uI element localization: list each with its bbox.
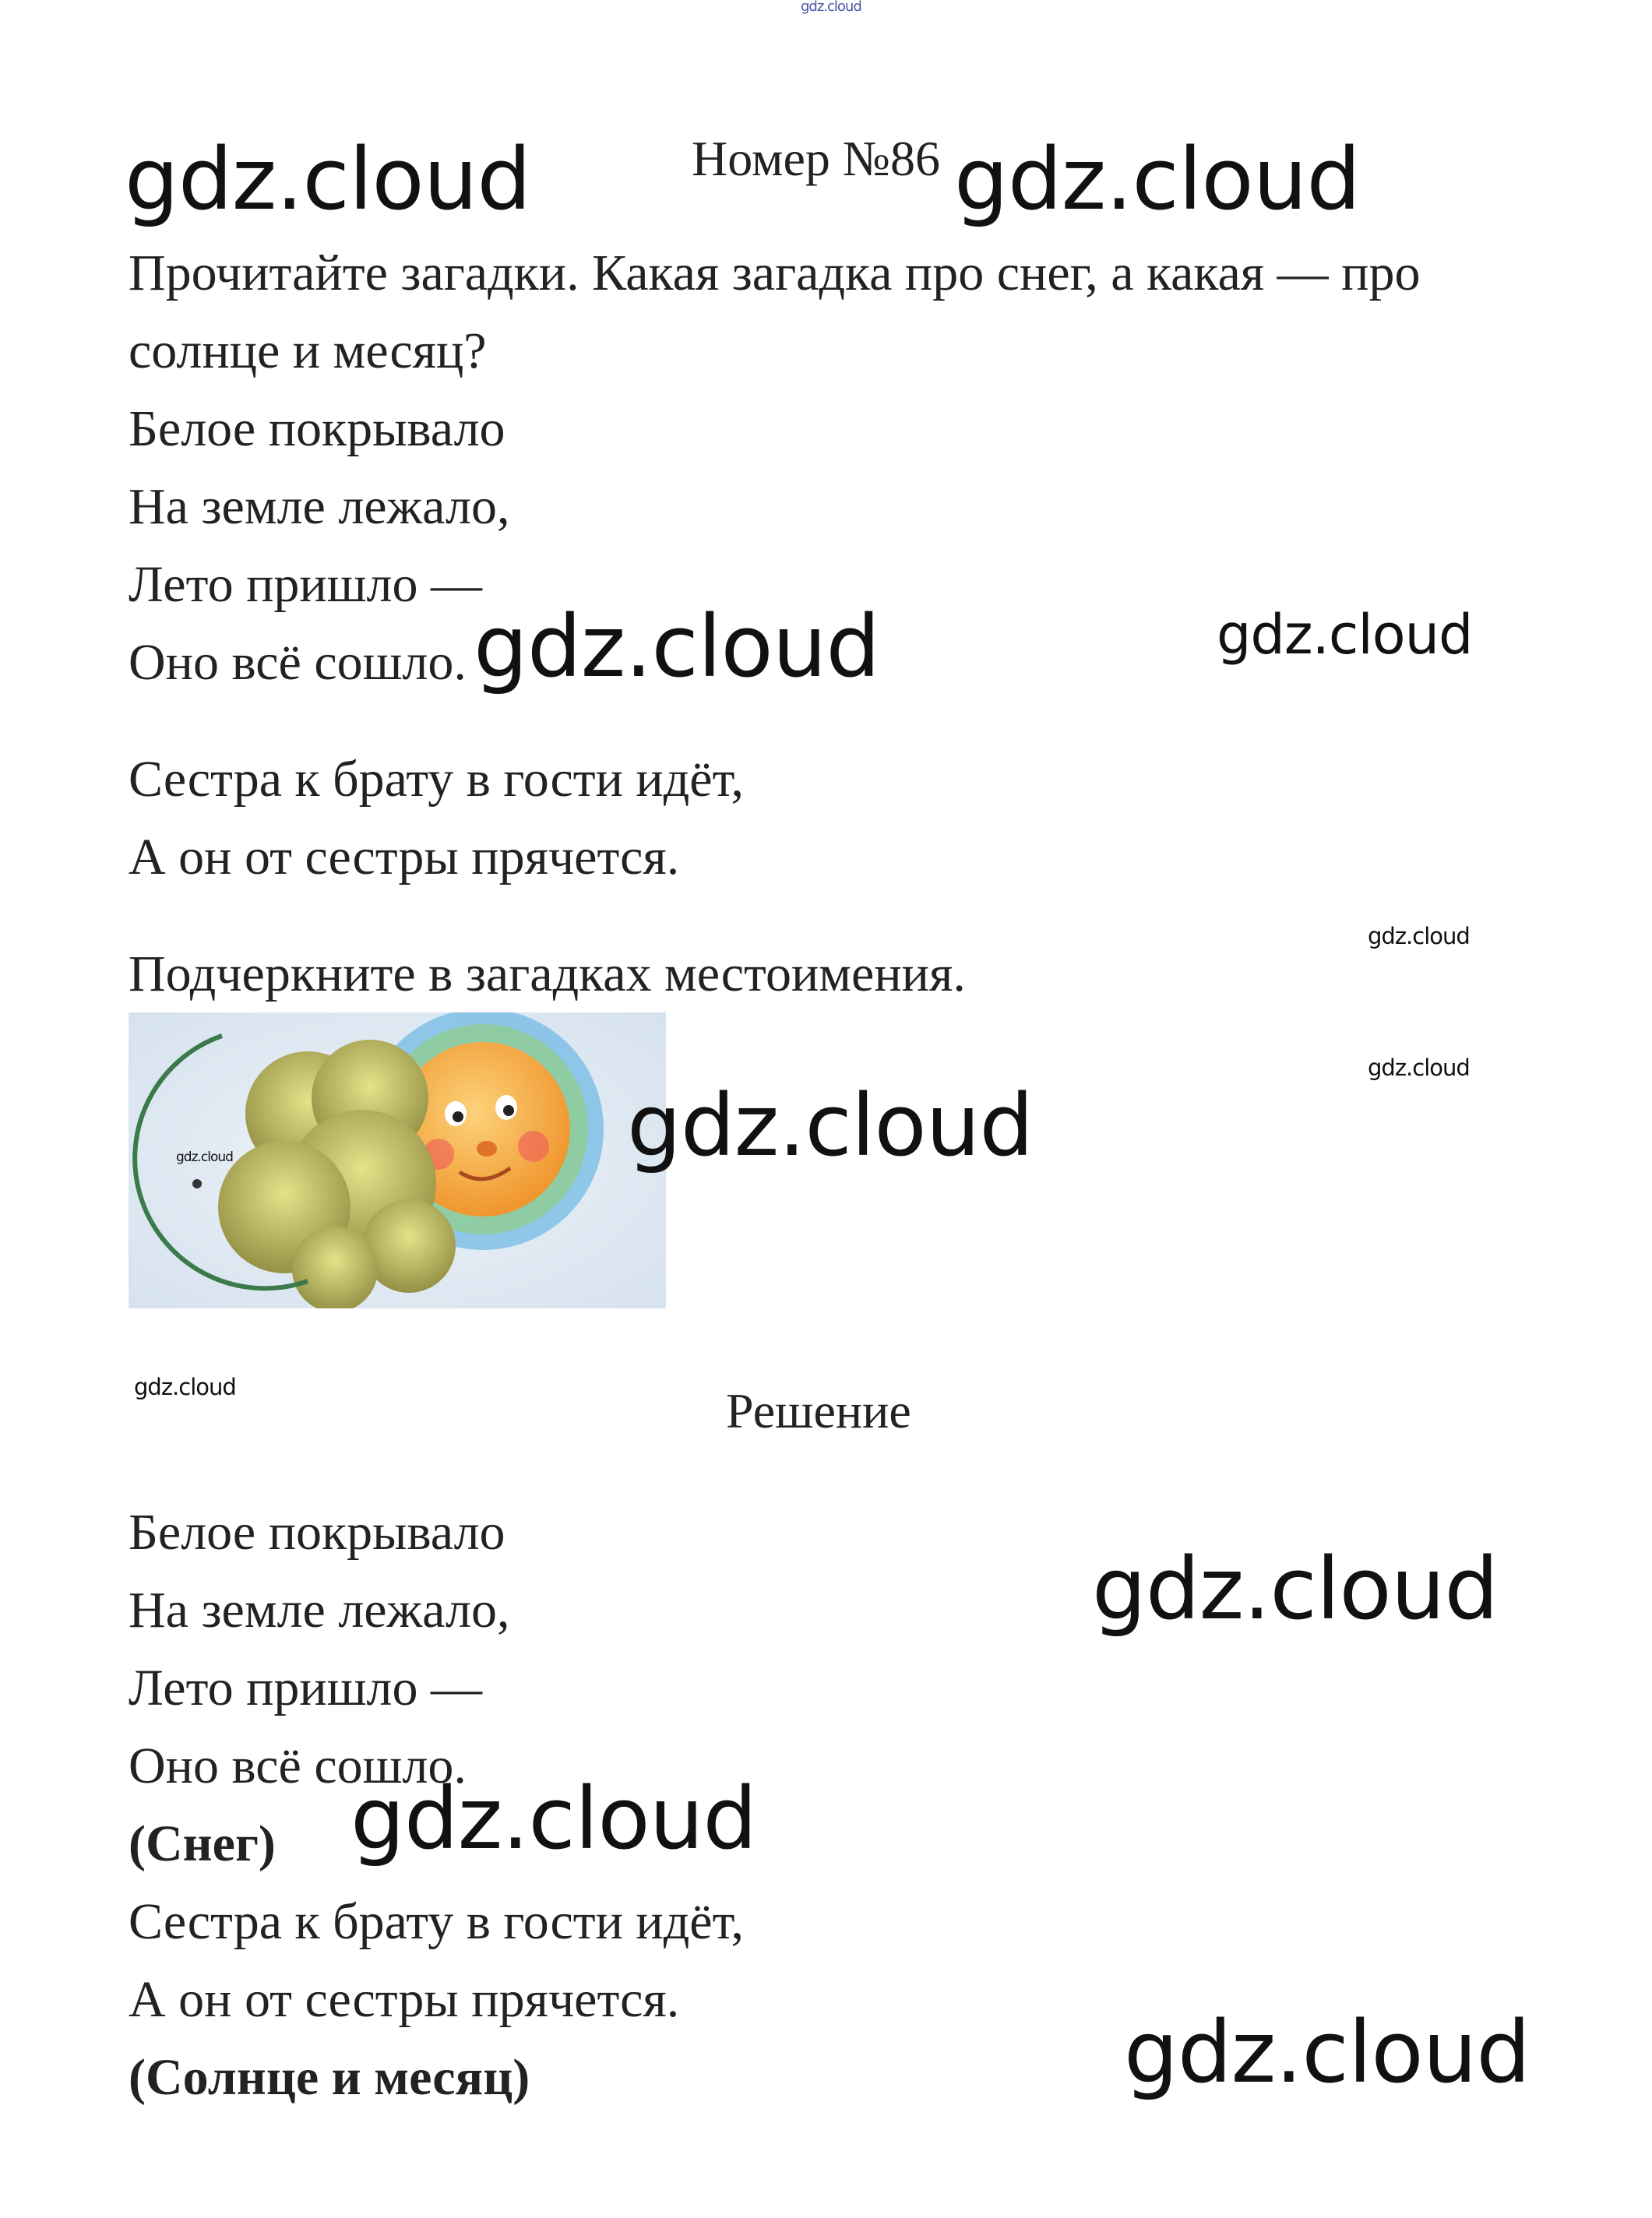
- solution-line: Сестра к брату в гости идёт,: [129, 1893, 744, 1950]
- riddle-line: Сестра к брату в гости идёт,: [129, 751, 744, 808]
- riddle-line: Лето пришло —: [129, 556, 482, 613]
- riddle-line: Белое покрывало: [129, 400, 505, 457]
- watermark: gdz.cloud: [1217, 603, 1473, 667]
- riddle-line: Оно всё сошло.: [129, 634, 467, 691]
- solution-heading: Решение: [726, 1383, 911, 1438]
- riddle-line: А он от сестры прячется.: [129, 829, 680, 885]
- watermark: gdz.cloud: [954, 129, 1361, 229]
- page-title: Номер №86: [692, 131, 940, 186]
- watermark: gdz.cloud: [1368, 1054, 1470, 1081]
- watermark: gdz.cloud: [1368, 923, 1470, 949]
- answer-snow: (Снег): [129, 1815, 276, 1872]
- solution-line: Оно всё сошло.: [129, 1737, 467, 1794]
- top-watermark: gdz.cloud: [801, 0, 861, 15]
- solution-line: Лето пришло —: [129, 1660, 482, 1716]
- watermark: gdz.cloud: [1092, 1539, 1499, 1639]
- watermark: gdz.cloud: [627, 1076, 1034, 1175]
- watermark: gdz.cloud: [350, 1769, 757, 1868]
- watermark: gdz.cloud: [474, 597, 880, 696]
- underline-instruction: Подчеркните в загадках местоимения.: [129, 945, 966, 1002]
- watermark: gdz.cloud: [134, 1374, 236, 1400]
- solution-line: На земле лежало,: [129, 1582, 510, 1639]
- solution-line: А он от сестры прячется.: [129, 1971, 680, 2028]
- riddle-line: На земле лежало,: [129, 478, 510, 535]
- instruction-line: солнце и месяц?: [129, 322, 487, 379]
- solution-line: Белое покрывало: [129, 1504, 505, 1561]
- watermark: gdz.cloud: [1124, 2002, 1530, 2102]
- answer-sun-moon: (Солнце и месяц): [129, 2049, 530, 2106]
- watermark: gdz.cloud: [176, 1149, 233, 1165]
- instruction-line: Прочитайте загадки. Какая загадка про снег, а какая — про: [129, 245, 1421, 301]
- watermark: gdz.cloud: [125, 129, 531, 229]
